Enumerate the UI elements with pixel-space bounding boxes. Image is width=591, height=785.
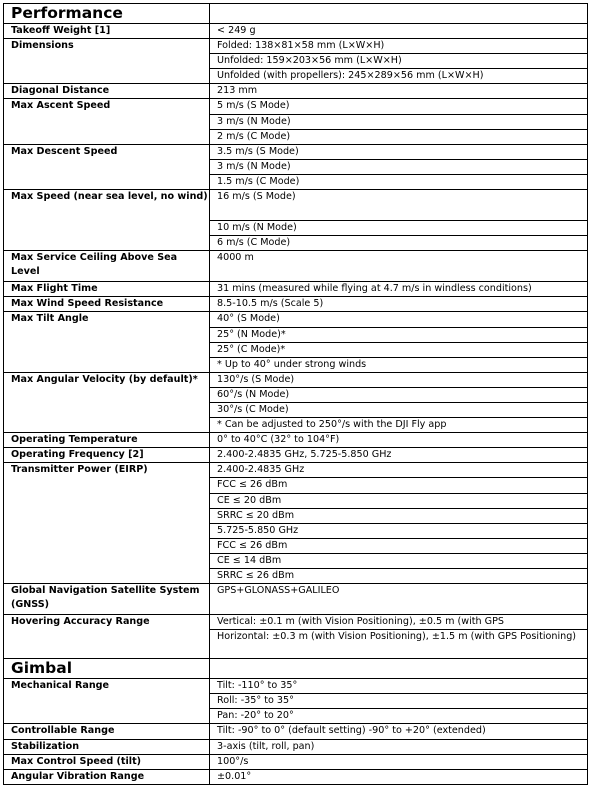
- spec-value: 5.725-5.850 GHz: [210, 523, 588, 538]
- section-header-blank: [210, 4, 588, 24]
- spec-row-operating-temperature: [4, 433, 588, 448]
- spec-value: 1.5 m/s (C Mode): [210, 174, 588, 189]
- spec-row-dimensions: [4, 39, 588, 54]
- spec-value: 3 m/s (N Mode): [210, 114, 588, 129]
- spec-value: 130°/s (S Mode): [210, 372, 588, 387]
- spec-row-hovering-accuracy-range: [4, 615, 588, 630]
- section-header-row: [4, 4, 588, 24]
- spec-value: CE ≤ 20 dBm: [210, 493, 588, 508]
- spec-value: 0° to 40°C (32° to 104°F): [210, 433, 588, 448]
- spec-value: Pan: -20° to 20°: [210, 709, 588, 724]
- spec-label: Global Navigation Satellite System (GNSS): [4, 584, 210, 615]
- spec-row-max-flight-time: [4, 282, 588, 297]
- spec-row-max-angular-velocity-by-default: [4, 372, 588, 387]
- spec-value: FCC ≤ 26 dBm: [210, 478, 588, 493]
- spec-value: Unfolded: 159×203×56 mm (L×W×H): [210, 54, 588, 69]
- spec-value: Tilt: -90° to 0° (default setting) -90° to +20° (extended): [210, 724, 588, 739]
- spec-value: GPS+GLONASS+GALILEO: [210, 584, 588, 615]
- section-header-blank: [210, 659, 588, 679]
- spec-row-transmitter-power-eirp: [4, 463, 588, 478]
- spec-label: Max Wind Speed Resistance: [4, 297, 210, 312]
- spec-value: Folded: 138×81×58 mm (L×W×H): [210, 39, 588, 54]
- spec-value: 3-axis (tilt, roll, pan): [210, 739, 588, 754]
- spec-value: ±0.01°: [210, 769, 588, 784]
- spec-value: 4000 m: [210, 251, 588, 282]
- spec-label: Transmitter Power (EIRP): [4, 463, 210, 584]
- spec-value: 5 m/s (S Mode): [210, 99, 588, 114]
- spec-value: 16 m/s (S Mode): [210, 190, 588, 221]
- spec-value: 6 m/s (C Mode): [210, 236, 588, 251]
- spec-value: * Up to 40° under strong winds: [210, 357, 588, 372]
- spec-value: < 249 g: [210, 24, 588, 39]
- spec-value: Roll: -35° to 35°: [210, 694, 588, 709]
- spec-value: Unfolded (with propellers): 245×289×56 mm (L×W×H): [210, 69, 588, 84]
- spec-value: 2.400-2.4835 GHz, 5.725-5.850 GHz: [210, 448, 588, 463]
- spec-value: Horizontal: ±0.3 m (with Vision Positioning), ±1.5 m (with GPS Positioning): [210, 630, 588, 659]
- spec-label: Max Flight Time: [4, 282, 210, 297]
- spec-label: Max Tilt Angle: [4, 312, 210, 372]
- spec-row-angular-vibration-range: [4, 769, 588, 784]
- spec-label: Max Service Ceiling Above Sea Level: [4, 251, 210, 282]
- spec-row-mechanical-range: [4, 679, 588, 694]
- spec-row-takeoff-weight-1: [4, 24, 588, 39]
- spec-value: 100°/s: [210, 754, 588, 769]
- spec-value: Vertical: ±0.1 m (with Vision Positioning), ±0.5 m (with GPS: [210, 615, 588, 630]
- spec-row-diagonal-distance: [4, 84, 588, 99]
- spec-value: 3.5 m/s (S Mode): [210, 144, 588, 159]
- spec-label: Max Control Speed (tilt): [4, 754, 210, 769]
- spec-value: 25° (C Mode)*: [210, 342, 588, 357]
- spec-label: Hovering Accuracy Range: [4, 615, 210, 659]
- spec-value: 8.5-10.5 m/s (Scale 5): [210, 297, 588, 312]
- spec-label: Controllable Range: [4, 724, 210, 739]
- spec-value: 213 mm: [210, 84, 588, 99]
- spec-label: Operating Frequency [2]: [4, 448, 210, 463]
- spec-value: SRRC ≤ 20 dBm: [210, 508, 588, 523]
- spec-label: Max Speed (near sea level, no wind): [4, 190, 210, 251]
- spec-value: 30°/s (C Mode): [210, 402, 588, 417]
- spec-row-max-descent-speed: [4, 144, 588, 159]
- spec-row-max-tilt-angle: [4, 312, 588, 327]
- spec-value: 40° (S Mode): [210, 312, 588, 327]
- spec-row-max-service-ceiling-above-sea-level: [4, 251, 588, 282]
- spec-label: Angular Vibration Range: [4, 769, 210, 784]
- spec-label: Operating Temperature: [4, 433, 210, 448]
- spec-value: * Can be adjusted to 250°/s with the DJI Fly app: [210, 418, 588, 433]
- section-title: Performance: [4, 4, 210, 24]
- spec-label: Max Ascent Speed: [4, 99, 210, 144]
- spec-row-max-speed-near-sea-level-no-wind: [4, 190, 588, 221]
- spec-value: CE ≤ 14 dBm: [210, 553, 588, 568]
- spec-table-body: [4, 4, 588, 785]
- spec-value: 60°/s (N Mode): [210, 387, 588, 402]
- spec-label: Max Angular Velocity (by default)*: [4, 372, 210, 432]
- spec-value: Tilt: -110° to 35°: [210, 679, 588, 694]
- spec-label: Takeoff Weight [1]: [4, 24, 210, 39]
- spec-row-stabilization: [4, 739, 588, 754]
- spec-value: 31 mins (measured while flying at 4.7 m/s in windless conditions): [210, 282, 588, 297]
- spec-label: Dimensions: [4, 39, 210, 84]
- spec-row-max-wind-speed-resistance: [4, 297, 588, 312]
- spec-row-max-control-speed-tilt: [4, 754, 588, 769]
- spec-label: Diagonal Distance: [4, 84, 210, 99]
- spec-value: 10 m/s (N Mode): [210, 221, 588, 236]
- spec-label: Stabilization: [4, 739, 210, 754]
- spec-value: 3 m/s (N Mode): [210, 159, 588, 174]
- spec-row-max-ascent-speed: [4, 99, 588, 114]
- spec-value: SRRC ≤ 26 dBm: [210, 569, 588, 584]
- spec-label: Mechanical Range: [4, 679, 210, 724]
- spec-table: [3, 3, 588, 785]
- spec-value: FCC ≤ 26 dBm: [210, 538, 588, 553]
- spec-label: Max Descent Speed: [4, 144, 210, 189]
- spec-value: 25° (N Mode)*: [210, 327, 588, 342]
- section-title: Gimbal: [4, 659, 210, 679]
- section-header-row: [4, 659, 588, 679]
- spec-value: 2.400-2.4835 GHz: [210, 463, 588, 478]
- spec-row-controllable-range: [4, 724, 588, 739]
- spec-row-global-navigation-satellite-system-gnss: [4, 584, 588, 615]
- spec-row-operating-frequency-2: [4, 448, 588, 463]
- spec-value: 2 m/s (C Mode): [210, 129, 588, 144]
